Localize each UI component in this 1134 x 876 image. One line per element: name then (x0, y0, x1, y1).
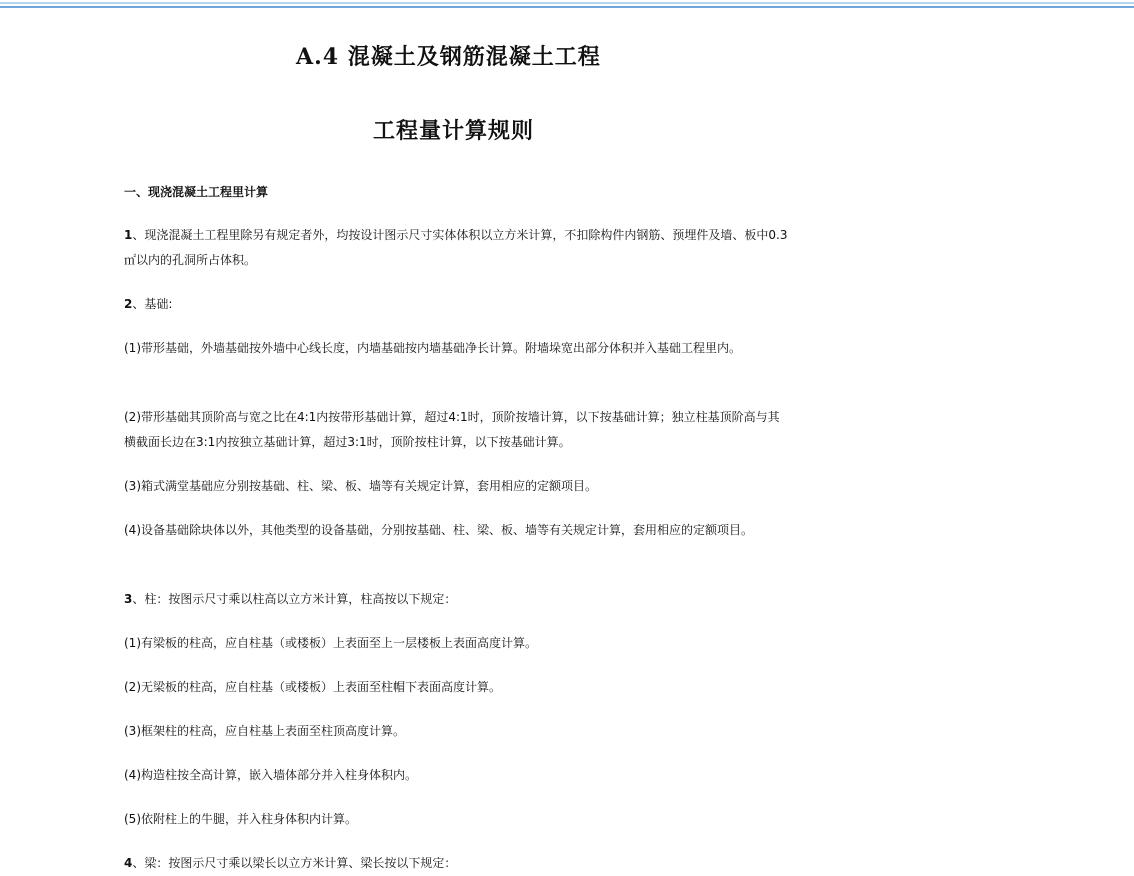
paragraph-item-2-3 (124, 474, 789, 499)
top-border-line-light (0, 2, 1134, 4)
paragraph-item-2 (124, 292, 789, 317)
item-text: 、基础: (132, 297, 173, 311)
section-heading: 一、现浇混凝土工程里计算 (124, 185, 269, 199)
item-text: (2)无梁板的柱高，应自柱基（或楼板）上表面至柱帽下表面高度计算。 (124, 680, 502, 694)
paragraph-item-2-2 (124, 405, 789, 455)
item-number: 3 (124, 592, 133, 606)
item-text: (5)依附柱上的牛腿，并入柱身体积内计算。 (124, 812, 357, 826)
item-text: 、梁：按图示尺寸乘以梁长以立方米计算、梁长按以下规定： (132, 856, 457, 870)
item-number: 1 (124, 228, 133, 242)
item-text: (4)设备基础除块体以外，其他类型的设备基础，分别按基础、柱、梁、板、墙等有关规定计算，套用相应的定额项目。 (124, 523, 754, 537)
paragraph-item-3 (124, 587, 789, 612)
paragraph-item-3-4 (124, 763, 789, 788)
item-text: 、柱：按图示尺寸乘以柱高以立方米计算，柱高按以下规定： (132, 592, 457, 606)
item-text: (4)构造柱按全高计算，嵌入墙体部分并入柱身体积内。 (124, 768, 418, 782)
item-text: (3)框架柱的柱高，应自柱基上表面至柱顶高度计算。 (124, 724, 406, 738)
paragraph-item-4 (124, 851, 789, 876)
item-number: 2 (124, 297, 133, 311)
item-text: (1)带形基础，外墙基础按外墙中心线长度，内墙基础按内墙基础净长计算。附墙垛宽出部分体积并入基础工程里内。 (124, 341, 742, 355)
paragraph-item-1 (124, 223, 789, 273)
item-text: (3)箱式满堂基础应分别按基础、柱、梁、板、墙等有关规定计算，套用相应的定额项目。 (124, 479, 598, 493)
item-text: (1)有梁板的柱高，应自柱基（或楼板）上表面至上一层楼板上表面高度计算。 (124, 636, 538, 650)
paragraph-item-2-1 (124, 336, 789, 361)
window-top-border (0, 0, 1134, 10)
paragraph-item-3-2 (124, 675, 789, 700)
document-subtitle: 工程量计算规则 (373, 118, 535, 144)
item-text: (2)带形基础其顶阶高与宽之比在4:1内按带形基础计算，超过4:1时，顶阶按墙计算，以下按基础计算；独立柱基顶阶高与其横截面长边在3:1内按独立基础计算，超过3:1时，顶阶按柱计算，以下按基础计算。 (124, 410, 780, 449)
document-title: A.4 混凝土及钢筋混凝土工程 (296, 44, 601, 70)
item-number: 4 (124, 856, 133, 870)
paragraph-item-2-4 (124, 518, 789, 543)
document-page (0, 10, 1134, 874)
top-border-line-dark (0, 6, 1134, 8)
paragraph-item-3-5 (124, 807, 789, 832)
paragraph-item-3-3 (124, 719, 789, 744)
paragraph-item-3-1 (124, 631, 789, 656)
item-text: 、现浇混凝土工程里除另有规定者外，均按设计图示尺寸实体体积以立方米计算，不扣除构件内钢筋、预埋件及墙、板中0.3㎡以内的孔洞所占体积。 (124, 228, 788, 267)
